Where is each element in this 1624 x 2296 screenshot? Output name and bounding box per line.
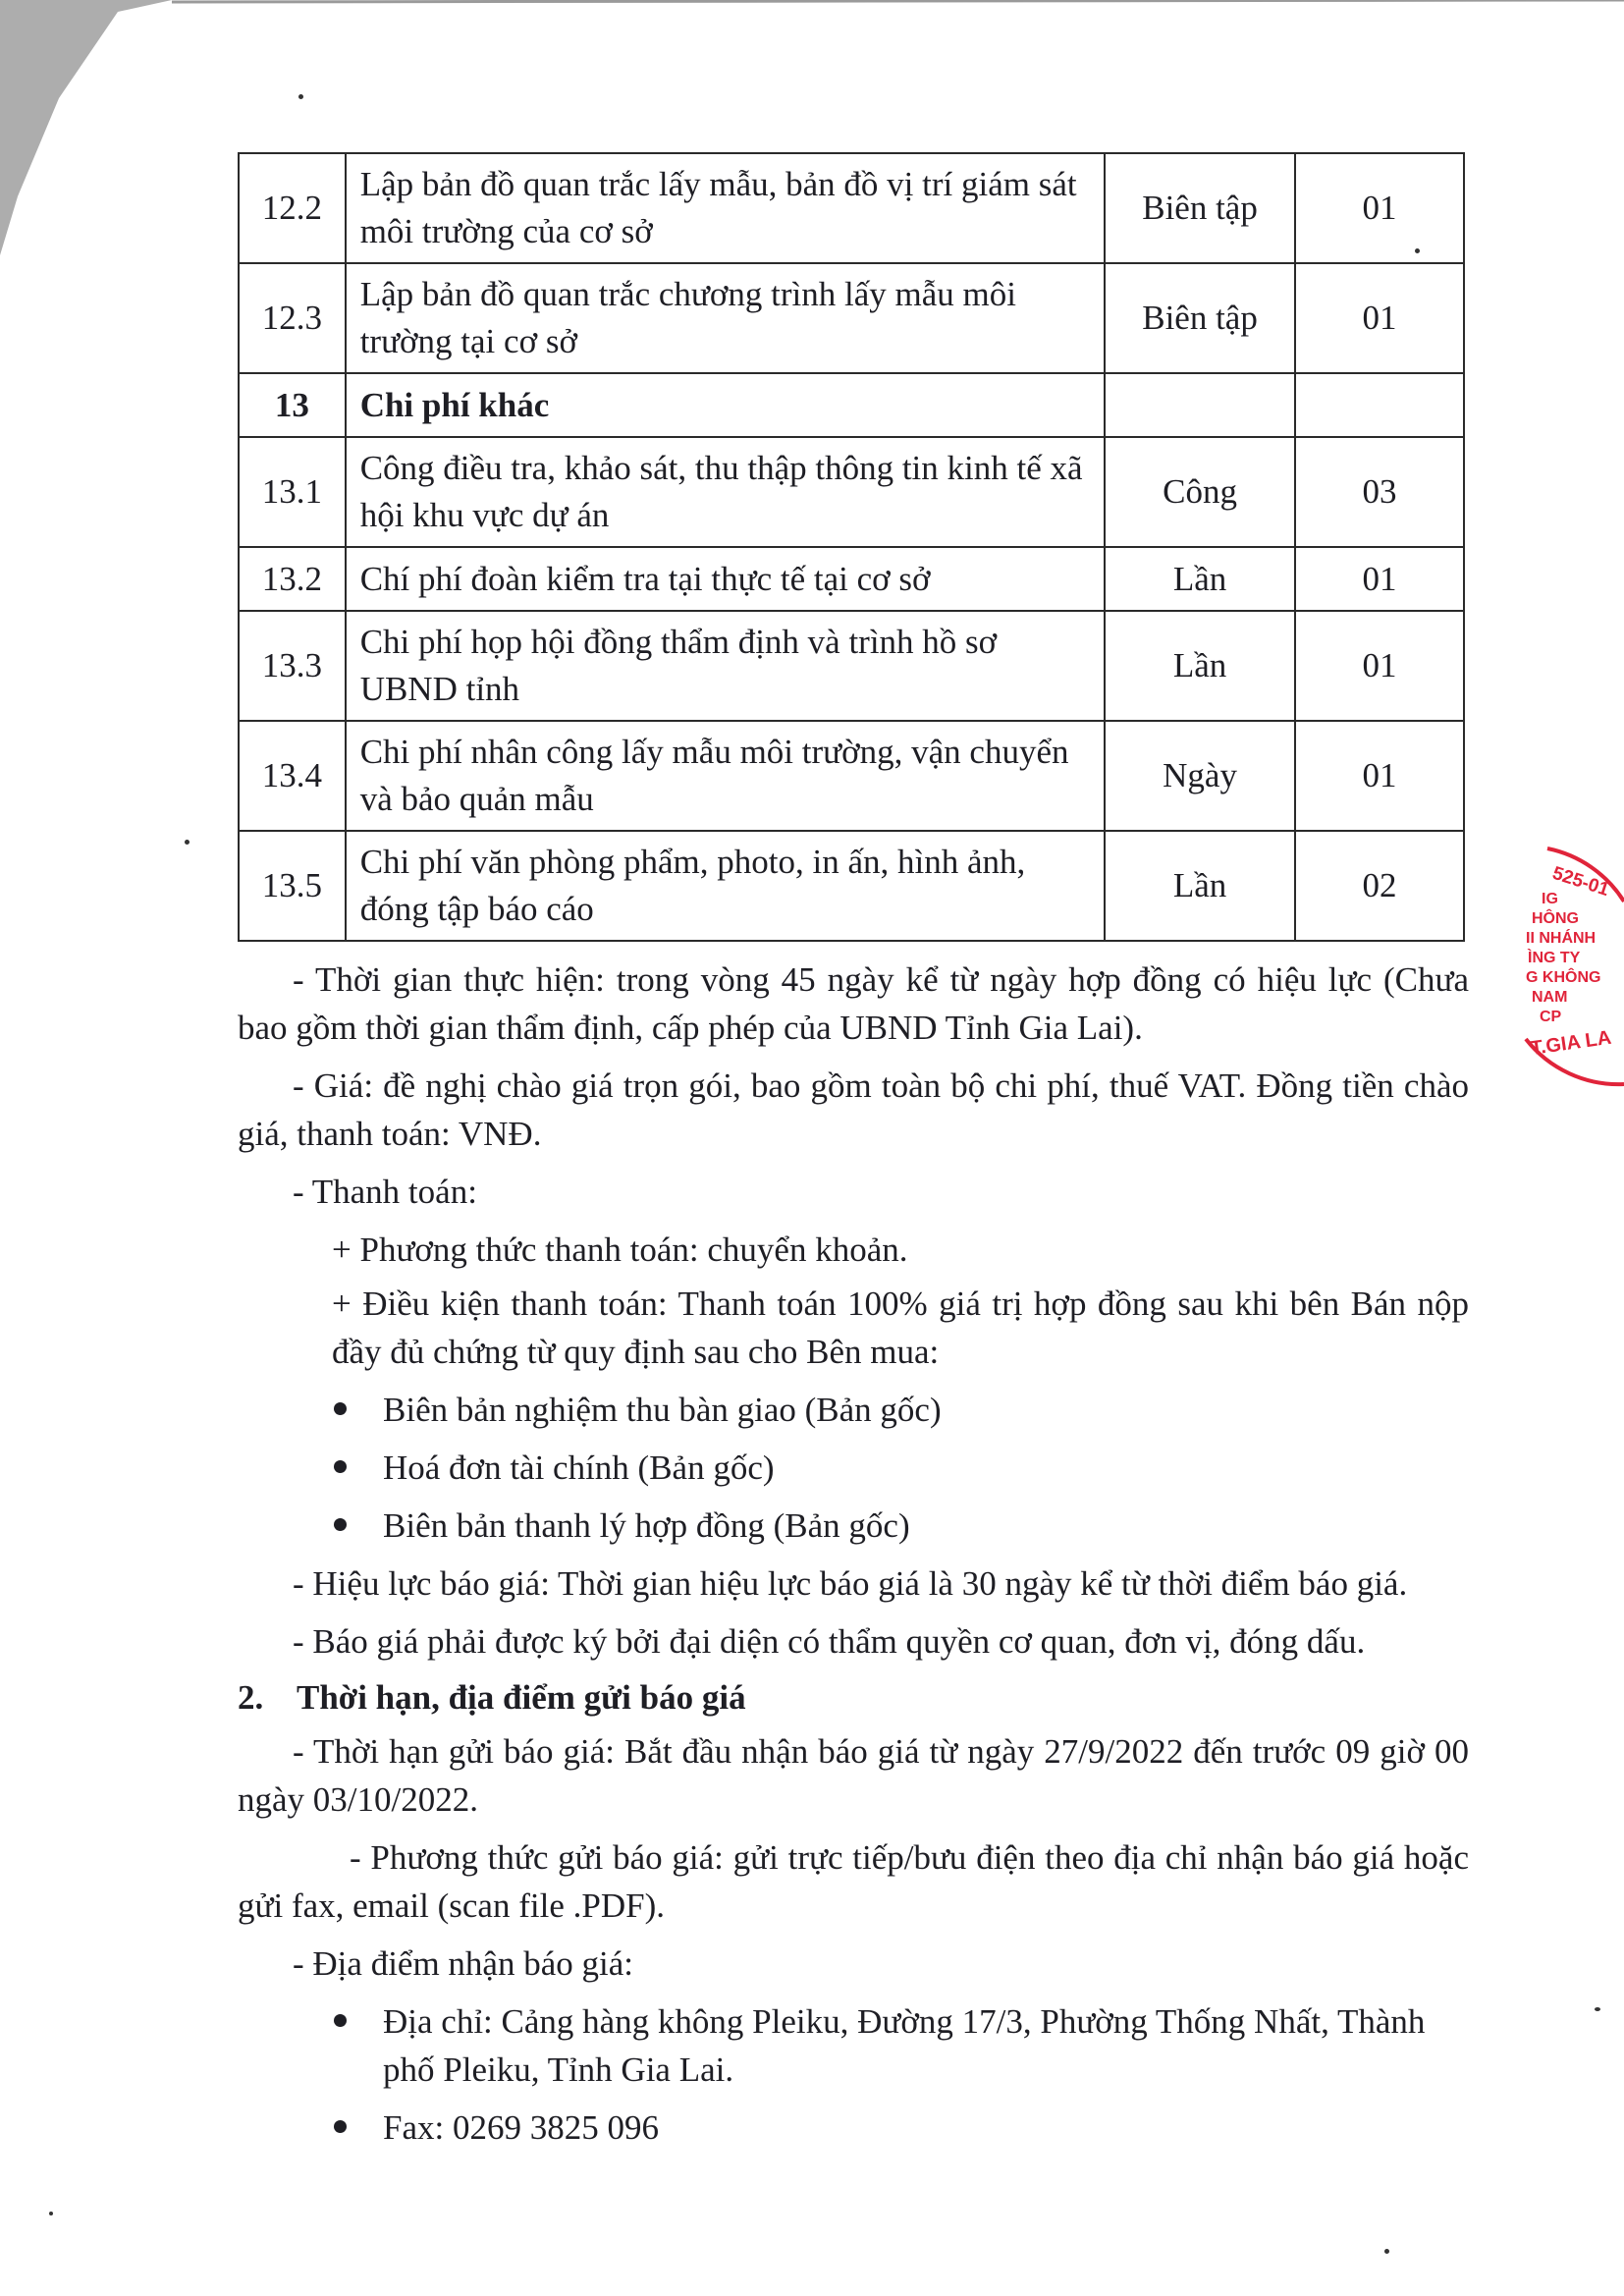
list-item: Biên bản nghiệm thu bàn giao (Bản gốc) — [238, 1386, 1469, 1434]
svg-text:CP: CP — [1540, 1009, 1562, 1025]
row-number: 13.3 — [239, 611, 346, 721]
bullet-icon — [334, 1402, 347, 1415]
table-row — [239, 437, 1464, 547]
payment-condition-text: + Điều kiện thanh toán: Thanh toán 100% giá trị hợp đồng sau khi bên Bán nộp đầy đủ chứng từ quy định sau cho Bên mua: — [332, 1285, 1469, 1371]
location-heading: - Địa điểm nhận báo giá: — [293, 1944, 633, 1983]
section-number: 2. — [238, 1678, 264, 1717]
row-description: Lập bản đồ quan trắc chương trình lấy mẫu môi trường tại cơ sở — [346, 263, 1106, 373]
row-unit: Lần — [1105, 611, 1295, 721]
section-2-heading — [238, 1673, 1469, 1722]
list-item: Địa chỉ: Cảng hàng không Pleiku, Đường 17/3, Phường Thống Nhất, Thành phố Pleiku, Tỉnh Gia Lai. — [238, 1997, 1469, 2094]
row-description: Chi phí nhân công lấy mẫu môi trường, vận chuyển và bảo quản mẫu — [346, 721, 1106, 831]
svg-text:NAM: NAM — [1532, 989, 1568, 1006]
bullet-icon — [334, 1460, 347, 1473]
row-description: Chi phí khác — [346, 373, 1106, 437]
row-quantity: 01 — [1295, 721, 1464, 831]
row-unit: Biên tập — [1105, 263, 1295, 373]
payment-method-text: + Phương thức thanh toán: chuyển khoản. — [332, 1230, 908, 1269]
row-unit — [1105, 373, 1295, 437]
row-unit: Lần — [1105, 831, 1295, 941]
table-group-row — [239, 373, 1464, 437]
signature-requirement-text: - Báo giá phải được ký bởi đại diện có thẩm quyền cơ quan, đơn vị, đóng dấu. — [293, 1622, 1366, 1661]
row-description: Chi phí văn phòng phẩm, photo, in ấn, hình ảnh, đóng tập báo cáo — [346, 831, 1106, 941]
company-seal — [1518, 833, 1624, 1088]
address-list — [238, 1997, 1469, 2152]
table-row — [239, 831, 1464, 941]
row-number: 12.2 — [239, 153, 346, 263]
required-documents-list — [238, 1386, 1469, 1550]
payment-heading: - Thanh toán: — [293, 1173, 477, 1211]
row-quantity: 03 — [1295, 437, 1464, 547]
table-row — [239, 263, 1464, 373]
table-row — [239, 721, 1464, 831]
row-unit: Biên tập — [1105, 153, 1295, 263]
scan-speck — [1595, 2007, 1600, 2011]
svg-text:G KHÔNG: G KHÔNG — [1526, 969, 1601, 986]
svg-text:T.GIA LA: T.GIA LA — [1529, 1026, 1613, 1060]
row-number: 13.1 — [239, 437, 346, 547]
bullet-icon — [334, 2014, 347, 2027]
scan-speck — [49, 2212, 53, 2215]
send-method-text: - Phương thức gửi báo giá: gửi trực tiếp/bưu điện theo địa chỉ nhận báo giá hoặc gửi fax, email (scan file .PDF). — [238, 1838, 1469, 1925]
row-quantity: 01 — [1295, 153, 1464, 263]
svg-text:II NHÁNH: II NHÁNH — [1526, 930, 1597, 947]
row-quantity — [1295, 373, 1464, 437]
row-unit: Công — [1105, 437, 1295, 547]
cost-items-table — [238, 152, 1465, 942]
row-description: Lập bản đồ quan trắc lấy mẫu, bản đồ vị trí giám sát môi trường của cơ sở — [346, 153, 1106, 263]
row-description: Công điều tra, khảo sát, thu thập thông tin kinh tế xã hội khu vực dự án — [346, 437, 1106, 547]
row-description: Chi phí họp hội đồng thẩm định và trình hồ sơ UBND tỉnh — [346, 611, 1106, 721]
scan-speck — [185, 840, 189, 845]
row-number: 12.3 — [239, 263, 346, 373]
row-description: Chí phí đoàn kiểm tra tại thực tế tại cơ sở — [346, 547, 1106, 611]
row-number: 13.5 — [239, 831, 346, 941]
price-text: - Giá: đề nghị chào giá trọn gói, bao gồm toàn bộ chi phí, thuế VAT. Đồng tiền chào giá, thanh toán: VNĐ. — [238, 1066, 1469, 1153]
terms-section — [238, 956, 1469, 2152]
svg-text:IG: IG — [1542, 891, 1558, 907]
list-item: Biên bản thanh lý hợp đồng (Bản gốc) — [238, 1502, 1469, 1550]
svg-text:525-01: 525-01 — [1549, 862, 1612, 902]
deadline-text: - Thời hạn gửi báo giá: Bắt đầu nhận báo giá từ ngày 27/9/2022 đến trước 09 giờ 00 ngày 03/10/2022. — [238, 1732, 1469, 1819]
list-item: Hoá đơn tài chính (Bản gốc) — [238, 1444, 1469, 1492]
scan-speck — [1384, 2249, 1389, 2254]
bullet-icon — [334, 2120, 347, 2133]
table-row — [239, 153, 1464, 263]
row-number: 13 — [239, 373, 346, 437]
row-quantity: 02 — [1295, 831, 1464, 941]
svg-text:ÌNG TY: ÌNG TY — [1528, 950, 1581, 966]
row-unit: Lần — [1105, 547, 1295, 611]
row-quantity: 01 — [1295, 263, 1464, 373]
row-number: 13.2 — [239, 547, 346, 611]
bullet-icon — [334, 1518, 347, 1531]
execution-time-text: - Thời gian thực hiện: trong vòng 45 ngày kể từ ngày hợp đồng có hiệu lực (Chưa bao gồm thời gian thẩm định, cấp phép của UBND Tỉnh Gia Lai). — [238, 960, 1469, 1047]
scan-speck — [298, 94, 303, 99]
section-title: Thời hạn, địa điểm gửi báo giá — [297, 1678, 746, 1717]
row-unit: Ngày — [1105, 721, 1295, 831]
list-item: Fax: 0269 3825 096 — [238, 2104, 1469, 2152]
svg-text:HÔNG: HÔNG — [1532, 910, 1579, 927]
table-row — [239, 547, 1464, 611]
row-quantity: 01 — [1295, 611, 1464, 721]
row-number: 13.4 — [239, 721, 346, 831]
row-quantity: 01 — [1295, 547, 1464, 611]
table-row — [239, 611, 1464, 721]
scan-speck — [1415, 248, 1420, 253]
validity-text: - Hiệu lực báo giá: Thời gian hiệu lực báo giá là 30 ngày kể từ thời điểm báo giá. — [293, 1564, 1408, 1603]
